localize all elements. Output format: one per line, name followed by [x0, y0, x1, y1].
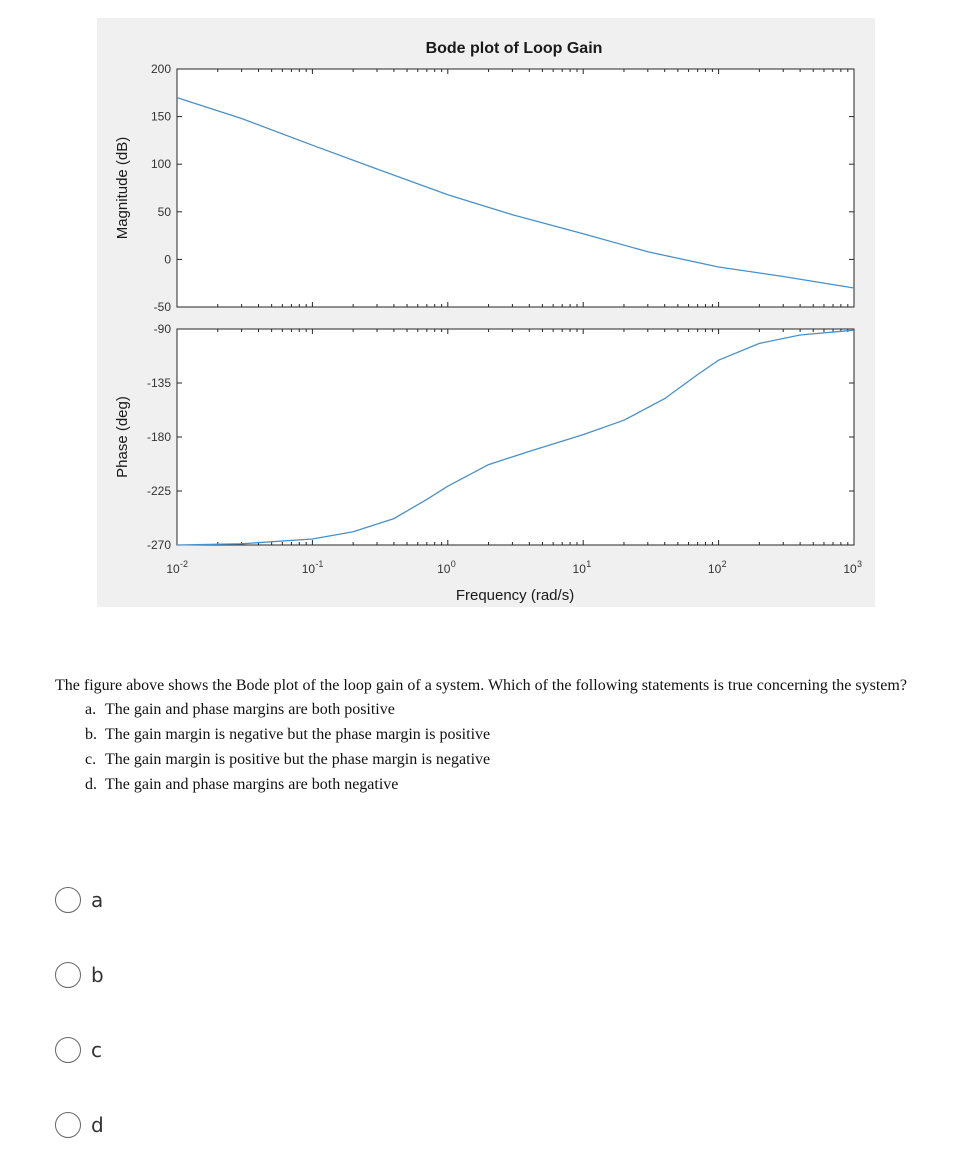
phase-axes	[177, 329, 854, 545]
magnitude-axes	[177, 69, 854, 307]
y-tick-label: 200	[150, 62, 171, 76]
x-tick-label: 10	[843, 562, 857, 576]
statement-letter: b.	[85, 726, 97, 743]
magnitude-ylabel: Magnitude (dB)	[114, 136, 131, 240]
radio-button[interactable]	[55, 887, 81, 913]
phase-ylabel: Phase (deg)	[114, 396, 131, 478]
x-tick-exponent: -1	[315, 559, 324, 569]
question-text: The figure above shows the Bode plot of the loop gain of a system. Which of the following statements is true concerning the system?	[55, 677, 907, 694]
xlabel: Frequency (rad/s)	[455, 587, 575, 604]
statement-text: The gain margin is negative but the phase margin is positive	[105, 726, 491, 743]
answer-label: c	[91, 1038, 102, 1062]
x-tick-label: 10	[437, 562, 451, 576]
y-tick-label: -135	[146, 376, 171, 390]
answer-label: b	[91, 963, 104, 987]
statement-item	[85, 772, 925, 797]
answer-label: a	[91, 888, 104, 912]
y-tick-label: -90	[153, 322, 171, 336]
answer-label: d	[91, 1113, 104, 1137]
statement-letter: c.	[85, 751, 97, 768]
x-tick-exponent: 1	[586, 559, 592, 569]
statement-text: The gain margin is positive but the phase margin is negative	[105, 751, 491, 768]
y-tick-label: -270	[146, 538, 171, 552]
statement-letter: d.	[85, 776, 97, 793]
bode-plot-figure	[97, 18, 875, 607]
radio-button[interactable]	[55, 1037, 81, 1063]
bode-plot-svg	[97, 18, 875, 607]
answer-option-a[interactable]	[55, 885, 103, 915]
radio-button[interactable]	[55, 1112, 81, 1138]
y-tick-label: -225	[146, 484, 171, 498]
chart-title: Bode plot of Loop Gain	[425, 40, 603, 57]
y-tick-label: -50	[153, 300, 171, 314]
y-tick-label: 50	[157, 204, 171, 219]
answer-option-c[interactable]	[55, 1035, 102, 1065]
y-tick-label: 100	[150, 157, 171, 172]
statement-letter: a.	[85, 701, 97, 718]
y-tick-label: 0	[164, 252, 171, 267]
x-tick-label: 10	[572, 562, 586, 576]
x-tick-label: 10	[301, 562, 316, 576]
x-tick-label: 10	[707, 562, 722, 576]
x-tick-exponent: 2	[721, 559, 727, 569]
y-tick-label: -180	[146, 430, 171, 444]
statement-text: The gain and phase margins are both negative	[105, 776, 399, 793]
radio-button[interactable]	[55, 962, 81, 988]
x-tick-label: 10	[166, 562, 180, 576]
answer-option-b[interactable]	[55, 960, 104, 990]
answer-option-d[interactable]	[55, 1110, 104, 1140]
y-tick-label: 150	[150, 109, 171, 124]
x-tick-exponent: 3	[857, 559, 863, 569]
x-tick-exponent: 0	[450, 559, 456, 569]
statement-item	[85, 722, 925, 747]
question-block	[55, 676, 925, 797]
statement-item	[85, 697, 925, 722]
statement-item	[85, 747, 925, 772]
x-tick-exponent: -2	[180, 559, 189, 569]
statement-text: The gain and phase margins are both positive	[105, 701, 395, 718]
statement-list	[55, 697, 925, 797]
